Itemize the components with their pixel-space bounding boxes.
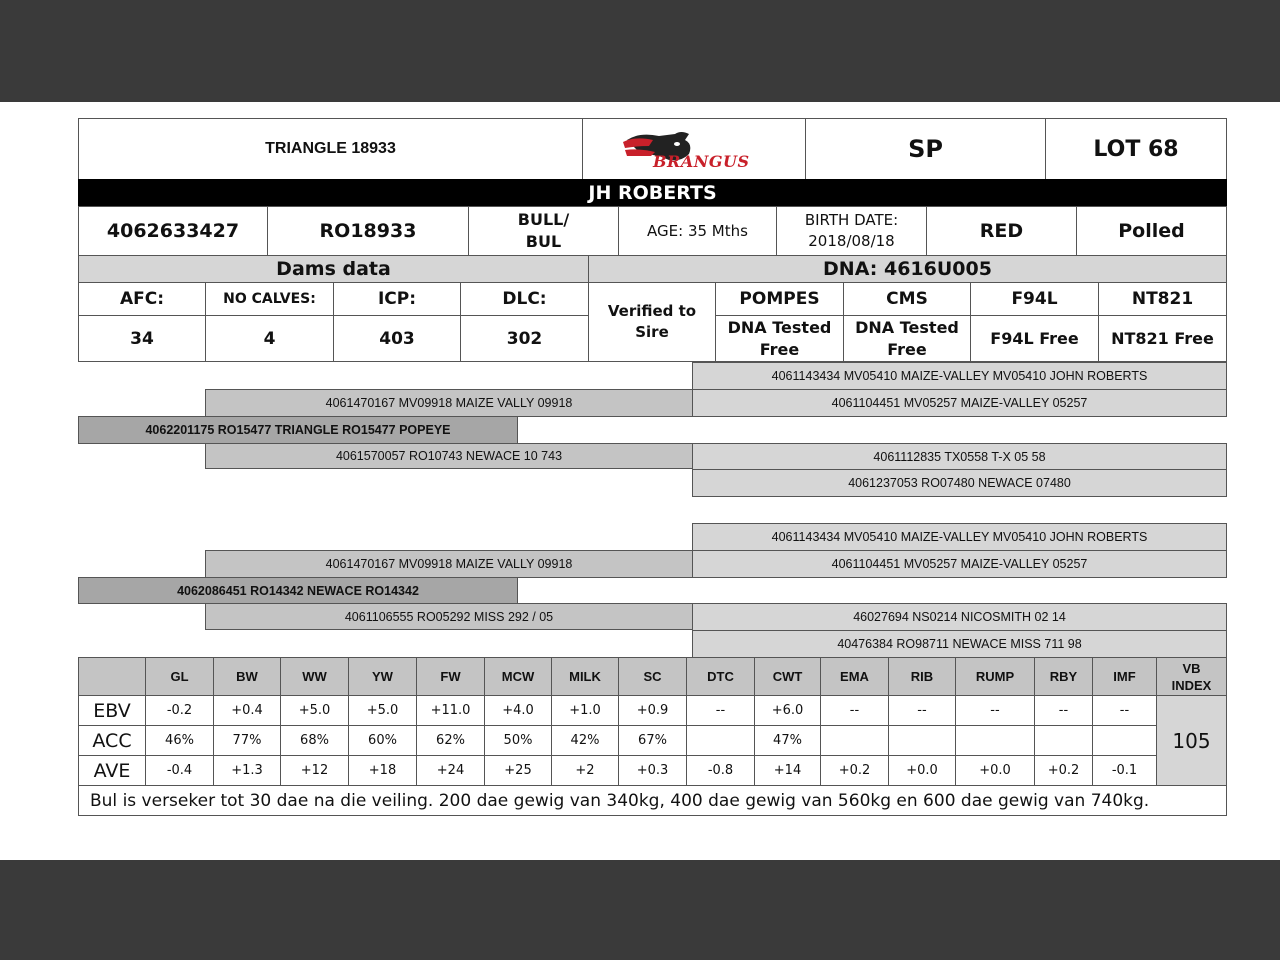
dams-data-title: Dams data bbox=[78, 255, 589, 283]
owner-bar: JH ROBERTS bbox=[78, 179, 1227, 207]
birth-date bbox=[776, 206, 927, 256]
pompes-value bbox=[715, 315, 844, 362]
sex-line-2: BUL bbox=[525, 232, 562, 251]
pedigree-dam-sire-sire: 4061143434 MV05410 MAIZE-VALLEY MV05410 JOHN ROBERTS bbox=[692, 523, 1227, 551]
ebv-cell: 67% bbox=[618, 725, 687, 756]
ebv-cell bbox=[686, 725, 755, 756]
ebv-col-header-rib: RIB bbox=[888, 657, 956, 696]
ebv-cell: +18 bbox=[348, 755, 417, 786]
ebv-cell: -- bbox=[1092, 695, 1157, 726]
dlc-header: DLC: bbox=[460, 282, 589, 316]
no-calves-header: NO CALVES: bbox=[205, 282, 334, 316]
ebv-cell: -0.8 bbox=[686, 755, 755, 786]
ebv-cell: +24 bbox=[416, 755, 485, 786]
logo-text: BRANGUS bbox=[653, 152, 750, 171]
ebv-col-header-ema: EMA bbox=[820, 657, 889, 696]
ebv-cell: -0.1 bbox=[1092, 755, 1157, 786]
pedigree-dam-dam: 4061106555 RO05292 MISS 292 / 05 bbox=[205, 603, 693, 630]
ebv-cell: 50% bbox=[484, 725, 552, 756]
ebv-row-label-ebv: EBV bbox=[78, 695, 146, 726]
pedigree-sire-dam: 4061570057 RO10743 NEWACE 10 743 bbox=[205, 443, 693, 469]
birth-date-label: BIRTH DATE: bbox=[804, 211, 899, 229]
pompes-value-line-1: DNA Tested bbox=[727, 317, 832, 337]
no-calves-value: 4 bbox=[205, 315, 334, 362]
ebv-col-header-cwt: CWT bbox=[754, 657, 821, 696]
ebv-cell: -0.4 bbox=[145, 755, 214, 786]
cms-value bbox=[843, 315, 971, 362]
animal-color: RED bbox=[926, 206, 1077, 256]
ebv-cell: +0.0 bbox=[955, 755, 1035, 786]
ebv-cell: +0.3 bbox=[618, 755, 687, 786]
ebv-cell: +1.3 bbox=[213, 755, 281, 786]
ebv-cell: +25 bbox=[484, 755, 552, 786]
ebv-col-header-bw: BW bbox=[213, 657, 281, 696]
ebv-col-header-imf: IMF bbox=[1092, 657, 1157, 696]
ebv-cell: 47% bbox=[754, 725, 821, 756]
birth-date-value: 2018/08/18 bbox=[808, 232, 895, 250]
pedigree-sire-dam-sire: 4061112835 TX0558 T-X 05 58 bbox=[692, 443, 1227, 470]
ebv-cell: +5.0 bbox=[280, 695, 349, 726]
pedigree-dam-sire-dam: 4061104451 MV05257 MAIZE-VALLEY 05257 bbox=[692, 550, 1227, 578]
ebv-col-header-fw: FW bbox=[416, 657, 485, 696]
lot-sheet bbox=[0, 102, 1280, 860]
ebv-col-header-gl: GL bbox=[145, 657, 214, 696]
icp-value: 403 bbox=[333, 315, 461, 362]
animal-code: RO18933 bbox=[267, 206, 469, 256]
ebv-row-label-acc: ACC bbox=[78, 725, 146, 756]
ebv-cell: 60% bbox=[348, 725, 417, 756]
ebv-cell: -- bbox=[955, 695, 1035, 726]
ebv-col-header-ww: WW bbox=[280, 657, 349, 696]
ebv-cell: -- bbox=[686, 695, 755, 726]
vb-index-header bbox=[1156, 657, 1227, 696]
lot-number: LOT 68 bbox=[1045, 118, 1227, 180]
animal-name: TRIANGLE 18933 bbox=[78, 118, 583, 180]
ebv-cell: +2 bbox=[551, 755, 619, 786]
ebv-col-header-mcw: MCW bbox=[484, 657, 552, 696]
afc-header: AFC: bbox=[78, 282, 206, 316]
ebv-cell bbox=[955, 725, 1035, 756]
sex-line-1: BULL/ bbox=[517, 210, 570, 229]
ebv-cell: +0.2 bbox=[820, 755, 889, 786]
f94l-header: F94L bbox=[970, 282, 1099, 316]
pedigree-sire-sire-dam: 4061104451 MV05257 MAIZE-VALLEY 05257 bbox=[692, 389, 1227, 417]
verified-line-1: Verified to bbox=[607, 302, 697, 320]
ebv-cell bbox=[888, 725, 956, 756]
ebv-cell: 77% bbox=[213, 725, 281, 756]
animal-sex bbox=[468, 206, 619, 256]
ebv-cell: -- bbox=[888, 695, 956, 726]
dna-title: DNA: 4616U005 bbox=[588, 255, 1227, 283]
ebv-col-header-milk: MILK bbox=[551, 657, 619, 696]
ebv-cell: +6.0 bbox=[754, 695, 821, 726]
ebv-cell: +11.0 bbox=[416, 695, 485, 726]
nt821-header: NT821 bbox=[1098, 282, 1227, 316]
ebv-col-header-sc: SC bbox=[618, 657, 687, 696]
f94l-value: F94L Free bbox=[970, 315, 1099, 362]
cms-header: CMS bbox=[843, 282, 971, 316]
ebv-cell: +0.2 bbox=[1034, 755, 1093, 786]
ebv-cell bbox=[1034, 725, 1093, 756]
pompes-value-line-2: Free bbox=[759, 339, 800, 359]
vb-index-label-1: VB bbox=[1182, 660, 1201, 676]
footer-note: Bul is verseker tot 30 dae na die veiling. 200 dae gewig van 340kg, 400 dae gewig van 560kg en 600 dae gewig van 740kg. bbox=[78, 785, 1227, 816]
ebv-col-header-yw: YW bbox=[348, 657, 417, 696]
ebv-cell: -- bbox=[820, 695, 889, 726]
ebv-cell: +0.4 bbox=[213, 695, 281, 726]
ebv-cell: +0.9 bbox=[618, 695, 687, 726]
ebv-cell: +12 bbox=[280, 755, 349, 786]
cms-value-line-1: DNA Tested bbox=[855, 317, 959, 337]
ebv-cell: +0.0 bbox=[888, 755, 956, 786]
ebv-cell: 68% bbox=[280, 725, 349, 756]
nt821-value: NT821 Free bbox=[1098, 315, 1227, 362]
ebv-cell: +4.0 bbox=[484, 695, 552, 726]
vb-index-value: 105 bbox=[1156, 695, 1227, 786]
ebv-row-label-ave: AVE bbox=[78, 755, 146, 786]
pedigree-dam-sire: 4061470167 MV09918 MAIZE VALLY 09918 bbox=[205, 550, 693, 578]
ebv-cell: 46% bbox=[145, 725, 214, 756]
pompes-header: POMPES bbox=[715, 282, 844, 316]
brangus-logo bbox=[582, 118, 806, 180]
verified-line-2: Sire bbox=[635, 323, 669, 341]
icp-header: ICP: bbox=[333, 282, 461, 316]
pedigree-dam: 4062086451 RO14342 NEWACE RO14342 bbox=[78, 577, 518, 604]
ebv-cell: -- bbox=[1034, 695, 1093, 726]
ebv-cell: +1.0 bbox=[551, 695, 619, 726]
animal-age: AGE: 35 Mths bbox=[618, 206, 777, 256]
ebv-cell: +5.0 bbox=[348, 695, 417, 726]
dlc-value: 302 bbox=[460, 315, 589, 362]
ebv-col-header-rump: RUMP bbox=[955, 657, 1035, 696]
animal-id: 4062633427 bbox=[78, 206, 268, 256]
ebv-col-header-rby: RBY bbox=[1034, 657, 1093, 696]
vb-index-label-2: INDEX bbox=[1171, 677, 1212, 693]
pedigree-dam-dam-dam: 40476384 RO98711 NEWACE MISS 711 98 bbox=[692, 630, 1227, 658]
ebv-col-header-dtc: DTC bbox=[686, 657, 755, 696]
pedigree-sire-dam-dam: 4061237053 RO07480 NEWACE 07480 bbox=[692, 469, 1227, 497]
pedigree-sire-sire: 4061470167 MV09918 MAIZE VALLY 09918 bbox=[205, 389, 693, 417]
ebv-corner bbox=[78, 657, 146, 696]
ebv-cell: -0.2 bbox=[145, 695, 214, 726]
horn-status: Polled bbox=[1076, 206, 1227, 256]
pedigree-dam-dam-sire: 46027694 NS0214 NICOSMITH 02 14 bbox=[692, 603, 1227, 631]
ebv-cell: 42% bbox=[551, 725, 619, 756]
pedigree-sire: 4062201175 RO15477 TRIANGLE RO15477 POPEYE bbox=[78, 416, 518, 444]
ebv-cell: +14 bbox=[754, 755, 821, 786]
ebv-cell: 62% bbox=[416, 725, 485, 756]
category: SP bbox=[805, 118, 1046, 180]
ebv-cell bbox=[1092, 725, 1157, 756]
ebv-cell bbox=[820, 725, 889, 756]
cms-value-line-2: Free bbox=[887, 339, 927, 359]
afc-value: 34 bbox=[78, 315, 206, 362]
verified-to-sire bbox=[588, 282, 716, 362]
pedigree-sire-sire-sire: 4061143434 MV05410 MAIZE-VALLEY MV05410 JOHN ROBERTS bbox=[692, 362, 1227, 390]
